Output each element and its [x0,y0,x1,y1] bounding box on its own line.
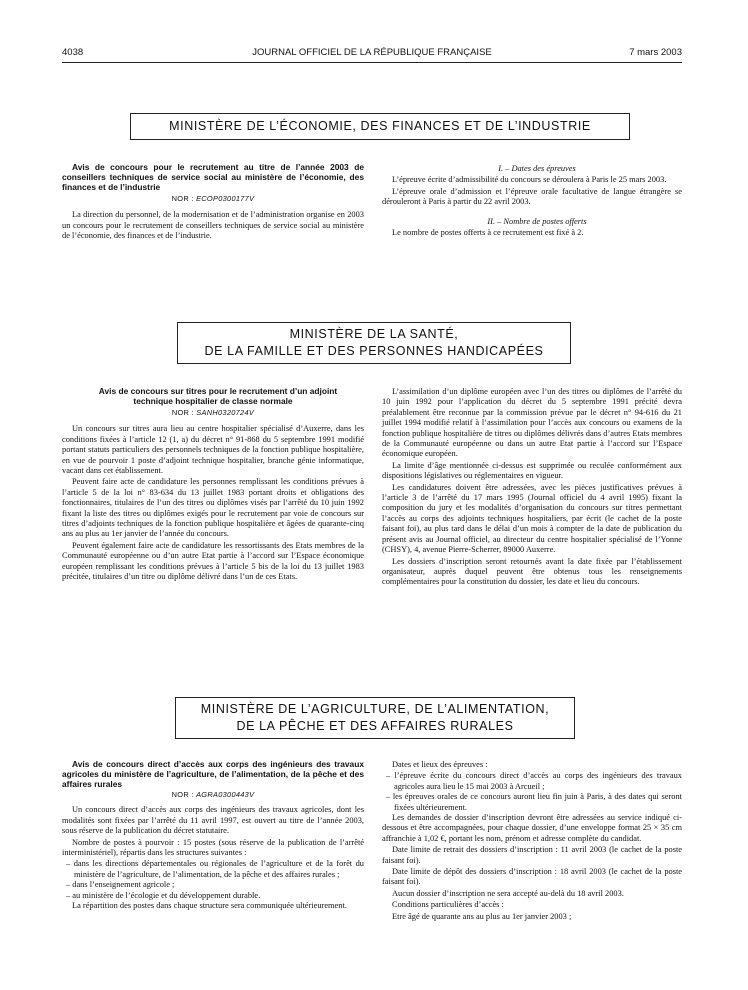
issue-date: 7 mars 2003 [629,47,682,58]
exam-dates-list [382,771,682,813]
header-rule [62,62,682,63]
paragraph: L’épreuve orale d’admission et l’épreuve orale facultative de langue étrangère se dérouleront à Paris à partir du 22 avril 2003. [382,186,682,207]
ministry-title-line2: DE LA FAMILLE ET DES PERSONNES HANDICAPÉES [204,344,544,358]
nor-reference [62,194,364,204]
nor-code: AGRA0300443V [196,790,255,799]
notice-title: Avis de concours pour le recrutement au titre de l’année 2003 de conseillers techniques de service social au ministère de l’économie, des finances et de l’industrie [62,162,364,192]
ministry-box-agriculture [175,697,575,739]
paragraph: Un concours direct d’accès aux corps des ingénieurs des travaux agricoles, dont les modalités sont fixées par l’arrêté du 11 avril 1997, est ouvert au titre de l’année 2003, sous réserve de la publication du décret statutaire. [62,805,364,836]
nor-label: NOR : [171,194,197,203]
paragraph: Dates et lieux des épreuves : [392,760,488,769]
paragraph: Un concours sur titres aura lieu au centre hospitalier spécialisé d’Auxerre, dans les conditions fixées à l’article 12 (1, a) du décret n° 91-868 du 5 septembre 1991 modifié portant statuts particuliers des personnels techniques de la fonction publique hospitalière, en vue de pourvoir 1 poste d’adjoint technique hospitalier, branche génie informatique, vacant dans cet établissement. [62,424,364,476]
paragraph: Les demandes de dossier d’inscription devront être adressées au service indiqué ci-dessous et être accompagnées, pour chaque dossier, d’une enveloppe format 25 × 35 cm affranchie à 1,02 €, portant les nom, prénom et adresse complète du candidat. [382,813,682,843]
section1-right-column [382,164,682,239]
section3-left-column [62,759,364,912]
notice-title: Avis de concours direct d’accès aux corps des ingénieurs des travaux agricoles du ministère de l’agriculture, de l’alimentation, de la pêche et des affaires rurales [62,759,364,789]
nor-label: NOR : [171,790,197,799]
paragraph: L’épreuve écrite d’admissibilité du concours se déroulera à Paris le 25 mars 2003. [392,175,667,185]
paragraph: Date limite de dépôt des dossiers d’inscription : 18 avril 2003 (le cachet de la poste faisant foi). [382,867,682,887]
list-item: – dans l’enseignement agricole ; [62,880,364,890]
paragraph: Aucun dossier d’inscription ne sera accepté au-delà du 18 avril 2003. [392,888,624,898]
ministry-title-line2: DE LA PÊCHE ET DES AFFAIRES RURALES [236,719,514,733]
nor-reference [62,790,364,800]
paragraph: La répartition des postes dans chaque structure sera communiquée ultérieurement. [72,901,347,911]
paragraph: Le nombre de postes offerts à ce recrutement est fixé à 2. [392,228,584,238]
paragraph: Les dossiers d’inscription seront retournés avant la date fixée par l’établissement organisateur, auprès duquel peuvent être obtenus tous les renseignements complémentaires pour la constitution du dossier, les date et lieu du concours. [382,556,682,587]
paragraph: Peuvent également faire acte de candidature les ressortissants des Etats membres de la Communauté européenne ou d’un autre Etat partie à l’accord sur l’Espace économique européen remplissant les conditions prévues à l’article 5 bis de la loi du 13 juillet 1983 précitée, titulaires d’un titre ou diplôme délivré dans l’un de ces Etats. [62,540,364,582]
page-number: 4038 [62,47,84,58]
ministry-box-economie [130,113,630,140]
paragraph: Peuvent faire acte de candidature les personnes remplissant les conditions prévues à l’article 5 de la loi n° 83-634 du 13 juillet 1983 portant droits et obligations des fonctionnaires, titulaires de l’un des titres ou diplômes visés par l’arrêté du 10 juin 1992 fixant la liste des titres ou diplômes exigés pour le recrutement par voie de concours sur titres d’adjoints techniques de la fonction publique hospitalière et âgées de quarante-cinq ans au plus au 1er janvier de l’année du concours. [62,477,364,539]
ministry-title-line1: MINISTÈRE DE L’AGRICULTURE, DE L’ALIMENTATION, [200,702,550,716]
paragraph: Nombre de postes à pourvoir : 15 postes (sous réserve de la publication de l’arrêté interministériel), répartis dans les structures suivantes : [62,837,364,858]
section2-right-column [382,387,682,589]
nor-code: SANH0320724V [196,408,255,417]
paragraph: Les candidatures doivent être adressées, avec les pièces justificatives prévues à l’article 3 de l’arrêté du 17 mars 1995 (Journal officiel du 4 avril 1995) fixant la composition du jury et les modalités d’organisation du concours sur titres permettant l’accès au corps des adjoints techniques hospitaliers, par écrit (le cachet de la poste faisant foi), au plus tard dans le délai d’un mois à compter de la date de publication du présent avis au Journal officiel, au directeur du centre hospitalier spécialisé de l’Yonne (CHSY), 4, avenue Pierre-Scherrer, 89000 Auxerre. [382,482,682,555]
list-item: – au ministère de l’écologie et du développement durable. [62,891,364,901]
ministry-box-sante [177,322,571,364]
ministry-title: MINISTÈRE DE L’ÉCONOMIE, DES FINANCES ET DE L’INDUSTRIE [169,119,591,133]
ministry-title-line1: MINISTÈRE DE LA SANTÉ, [289,327,459,341]
list-item: – l’épreuve écrite du concours direct d’accès au corps des ingénieurs des travaux agricoles aura lieu le 15 mai 2003 à Arcueil ; [382,771,682,792]
list-item: – dans les directions départementales ou régionales de l’agriculture et de la forêt du ministère de l’agriculture, de l’alimentation, de la pêche et des affaires rurales ; [62,859,364,880]
paragraph: L’assimilation d’un diplôme européen avec l’un des titres ou diplômes de l’arrêté du 10 juin 1992 pour l’application du décret du 5 septembre 1991 précité devra préalablement être reconnue par la commission prévue par le décret n° 94-616 du 21 juillet 1994 modifié relatif à l’assimilation pour l’accès aux concours ou examens de la fonction publique hospitalière de titres ou diplômes délivrés dans d’autres Etats membres de la Communauté européenne ou dans un autre Etat partie à l’accord sur l’Espace économique européen. [382,387,682,459]
journal-title: JOURNAL OFFICIEL DE LA RÉPUBLIQUE FRANÇAISE [252,47,492,58]
structure-list [62,859,364,901]
subheading: I. – Dates des épreuves [498,164,576,173]
nor-code: ECOP0300177V [196,194,255,203]
section2-left-column [62,386,364,584]
paragraph: Etre âgé de quarante ans au plus au 1er janvier 2003 ; [392,911,572,921]
page-header [62,47,682,61]
section3-right-column [382,760,682,923]
nor-label: NOR : [171,408,197,417]
notice-title: Avis de concours sur titres pour le recrutement d’un adjoint technique hospitalier de classe normale [98,386,338,406]
subheading: II. – Nombre de postes offerts [487,216,587,226]
section1-left-column [62,162,364,243]
nor-reference [62,408,364,418]
paragraph: Date limite de retrait des dossiers d’inscription : 11 avril 2003 (le cachet de la poste faisant foi). [382,845,682,865]
paragraph: La direction du personnel, de la modernisation et de l’administration organise en 2003 un concours pour le recrutement de conseillers techniques de service social au ministère de l’économie, des finances et de l’industrie. [62,210,364,241]
paragraph: Conditions particulières d’accès : [392,900,504,910]
list-item: – les épreuves orales de ce concours auront lieu fin juin à Paris, à des dates qui seront fixées ultérieurement. [382,792,682,813]
paragraph: La limite d’âge mentionnée ci-dessus est supprimée ou reculée conformément aux dispositions législatives ou réglementaires en vigueur. [382,460,682,481]
